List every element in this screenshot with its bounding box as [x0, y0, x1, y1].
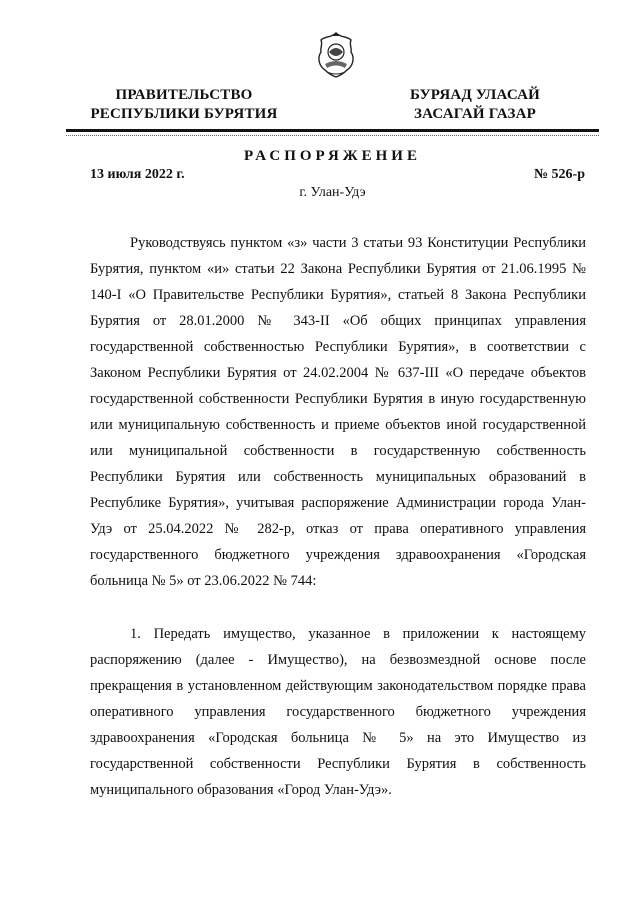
government-name-russian: [84, 86, 284, 124]
document-number: № 526-р: [533, 167, 585, 182]
header-divider-thick: [66, 129, 599, 132]
body-paragraph-item-1: 1. Передать имущество, указанное в приложении к настоящему распоряжению (далее - Имущество), на безвозмездной основе после прекращения в установленном действующим законодательством порядке права оперативного управления государственного бюджетного учреждения здравоохранения «Городская больница № 5» на это Имущество из государственной собственности Республики Бурятия в собственность муниципального образования «Город Улан-Удэ».: [90, 626, 586, 798]
document-type: РАСПОРЯЖЕНИЕ: [244, 148, 421, 164]
coat-of-arms-icon: [311, 30, 361, 80]
document-date: 13 июля 2022 г.: [90, 167, 185, 182]
org-ru-line1: ПРАВИТЕЛЬСТВО: [115, 87, 253, 103]
document-city: г. Улан-Удэ: [299, 185, 366, 200]
org-bu-line1: БУРЯАД УЛАСАЙ: [409, 87, 541, 103]
header-divider-thin: [66, 135, 599, 136]
org-bu-line2: ЗАСАГАЙ ГАЗАР: [414, 106, 536, 122]
body-paragraph-preamble: Руководствуясь пунктом «з» части 3 статьи 93 Конституции Республики Бурятия, пунктом «и» статьи 22 Закона Республики Бурятия от 21.06.1995 № 140-I «О Правительстве Республики Бурятия», статьей 8 Закона Республики Бурятия от 28.01.2000 № 343-II «Об общих принципах управления государственной собственностью Республики Бурятия», в соответствии с Законом Республики Бурятия от 24.02.2004 № 637-III «О передаче объектов государственной собственности Республики Бурятия в иную государственную или муниципальную собственность и приеме объектов иной государственной или муниципальной собственности в государственную собственность Республики Бурятия или собственность муниципальных образований в Республике Бурятия», учитывая распоряжение Администрации города Улан-Удэ от 25.04.2022 № 282-р, отказ от права оперативного управления государственного бюджетного учреждения здравоохранения «Городская больница № 5» от 23.06.2022 № 744:: [90, 235, 586, 589]
government-name-buryat: [395, 86, 555, 124]
org-ru-line2: РЕСПУБЛИКИ БУРЯТИЯ: [90, 106, 278, 122]
